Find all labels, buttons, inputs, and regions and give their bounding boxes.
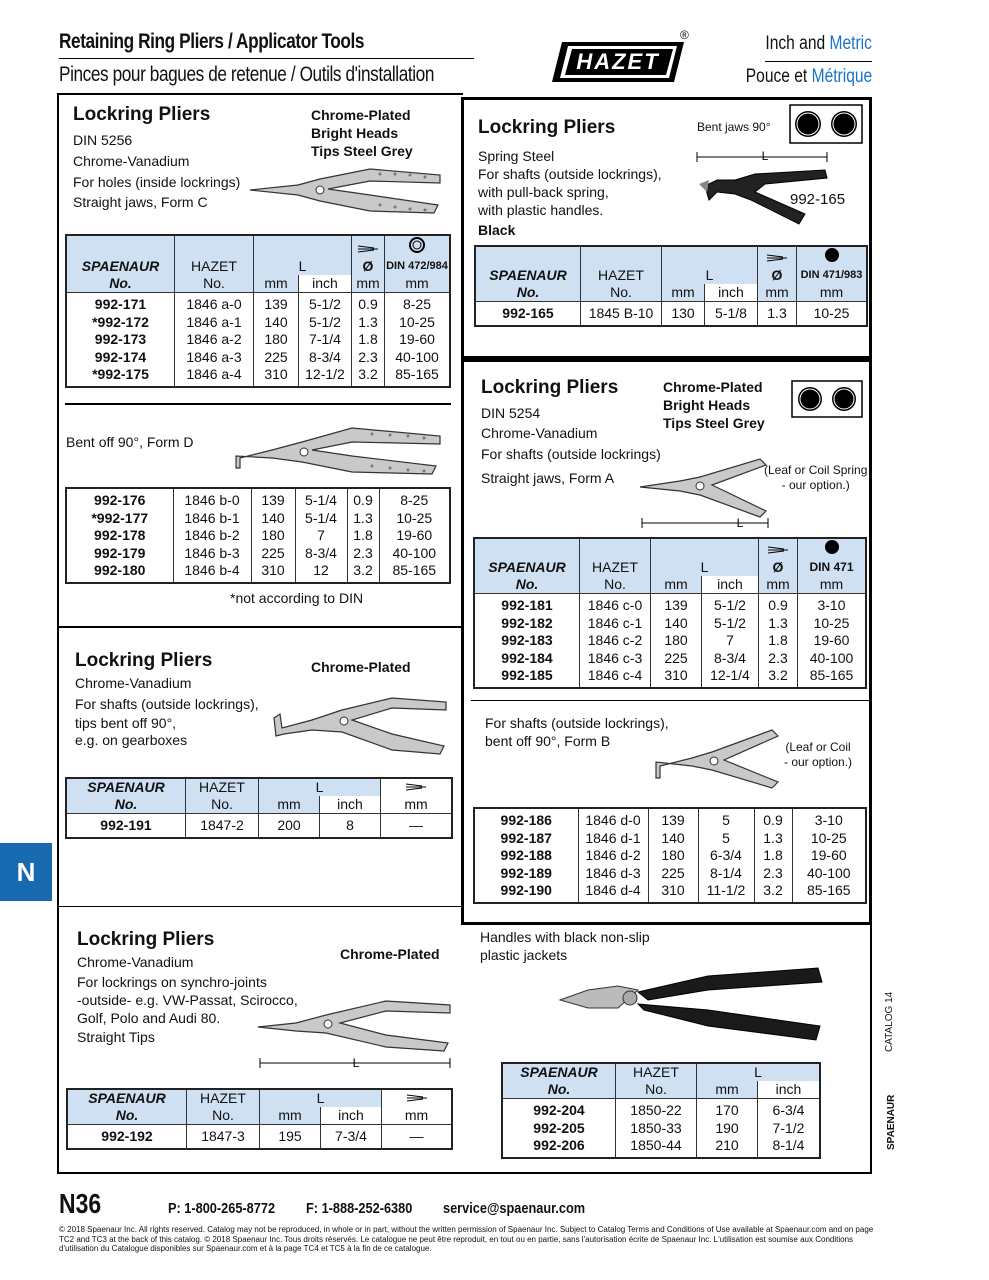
table-cell: 1.8 [352, 331, 385, 349]
table-cell: 1846 a-3 [175, 349, 254, 367]
table-cell: 1846 b-1 [173, 510, 251, 528]
page-title-en: Retaining Ring Pliers / Applicator Tools [59, 30, 365, 53]
panel-a-spec-2: Chrome-Vanadium [481, 425, 598, 441]
table-row [474, 865, 866, 883]
header-rule [59, 58, 474, 59]
pliers-form-d-image [232, 420, 444, 480]
table-cell: 310 [254, 366, 299, 387]
phone-number: P: 1-800-265-8772 [168, 1200, 276, 1217]
table-row [502, 1099, 820, 1120]
table-cell: 85-165 [792, 882, 866, 903]
table-cell: 1846 a-1 [175, 314, 254, 332]
email-link[interactable]: service@spaenaur.com [443, 1200, 586, 1217]
tip-diameter-icon [766, 545, 790, 555]
table-cell: 19-60 [385, 331, 451, 349]
table-cell: 992-181 [474, 594, 580, 615]
table-cell: 0.9 [347, 488, 379, 510]
table-cell: 992-173 [94, 331, 147, 347]
panel-191-finish: Chrome-Plated [311, 659, 411, 675]
panel-165-spec-3: with pull-back spring, [478, 184, 609, 200]
table-cell: 5-1/4 [295, 510, 347, 528]
table-cell: 139 [251, 488, 295, 510]
table-cell: 0.9 [352, 293, 385, 314]
table-992-204: SPAENAUR No. HAZET No. L mm inch 992-204 1850-22 170 6-3/4 992-205 1850-33 190 7-1/2 992-206 1850-44 210 8-1/4 [501, 1062, 821, 1159]
table-cell: 992-180 [94, 562, 146, 578]
fax-number: F: 1-888-252-6380 [306, 1200, 413, 1217]
units-label-en: Inch and Metric [765, 33, 872, 54]
table-row [474, 615, 866, 633]
col-din: DIN 472/984 [385, 235, 451, 275]
table-cell: 3.2 [352, 366, 385, 387]
form-b-spring-note: (Leaf or Coil - our option.) [784, 740, 853, 769]
table-cell: 8-3/4 [299, 349, 352, 367]
table-cell: 140 [254, 314, 299, 332]
panel-191-spec-1: Chrome-Vanadium [75, 675, 192, 691]
table-cell: 10-25 [798, 615, 867, 633]
table-cell: 170 [697, 1099, 758, 1120]
circlip-inside-icon [407, 236, 427, 254]
table-row [66, 331, 450, 349]
circlip-outside-icon [792, 381, 862, 417]
circlip-outside-icon [824, 247, 840, 263]
footnote: *not according to DIN [230, 590, 364, 606]
form-d-label: Bent off 90°, Form D [66, 434, 194, 450]
table-cell: 5-1/2 [299, 314, 352, 332]
table-row [474, 667, 866, 688]
table-row [66, 562, 450, 583]
table-cell: 992-179 [94, 544, 146, 561]
panel-191-title: Lockring Pliers [75, 650, 213, 671]
table-cell: 210 [697, 1137, 758, 1158]
tip-diameter-icon [356, 244, 380, 254]
table-cell: 19-60 [792, 847, 866, 865]
table-cell: *992-172 [92, 313, 149, 330]
panel-a-finish: Chrome-Plated Bright Heads Tips Steel Grey [663, 379, 765, 431]
col-dia: Ø [352, 235, 385, 275]
table-cell: 140 [251, 510, 295, 528]
panel-165-title: Lockring Pliers [478, 117, 616, 138]
table-cell: 139 [648, 808, 698, 830]
table-cell: 140 [648, 830, 698, 848]
table-cell: 1846 b-2 [173, 527, 251, 545]
table-cell: 8-3/4 [295, 545, 347, 563]
table-cell: 310 [648, 882, 698, 903]
page-number: N36 [59, 1188, 102, 1219]
table-cell: 1.3 [352, 314, 385, 332]
table-cell: 1846 b-0 [173, 488, 251, 510]
table-cell: 1846 b-3 [173, 545, 251, 563]
table-cell: 992-184 [501, 649, 553, 666]
panel-a-spec-1: DIN 5254 [481, 405, 541, 421]
tip-diameter-icon [405, 1093, 429, 1103]
catalog-label: CATALOG 14 [884, 991, 895, 1052]
table-row [66, 510, 450, 528]
table-cell: 225 [254, 349, 299, 367]
table-cell: 1.3 [758, 302, 797, 326]
table-cell: 1847-2 [186, 814, 259, 838]
table-cell: 1.8 [754, 847, 792, 865]
table-cell: 180 [651, 632, 702, 650]
table-row [474, 650, 866, 668]
table-cell: 2.3 [352, 349, 385, 367]
table-row [66, 488, 450, 510]
table-cell: 5-1/2 [702, 615, 759, 633]
spring-note: (Leaf or Coil Spring - our option.) [764, 463, 868, 492]
table-row [474, 632, 866, 650]
table-cell: 1.8 [347, 527, 379, 545]
table-cell: 1846 d-1 [578, 830, 648, 848]
table-cell: 1.3 [347, 510, 379, 528]
table-cell: — [381, 814, 453, 838]
table-cell: 1850-22 [616, 1099, 697, 1120]
table-cell: 225 [648, 865, 698, 883]
table-cell: 8-3/4 [702, 650, 759, 668]
panel-c-finish: Chrome-Plated Bright Heads Tips Steel Grey [311, 107, 413, 159]
combination-pliers-image [558, 960, 828, 1044]
table-cell: 310 [651, 667, 702, 688]
table-row [66, 314, 450, 332]
panel-165-color: Black [478, 222, 516, 238]
panel-191-spec-2: For shafts (outside lockrings), [75, 696, 259, 712]
table-cell: 7 [702, 632, 759, 650]
panel-191-spec-3: tips bent off 90°, [75, 715, 177, 731]
table-row [66, 366, 450, 387]
table-cell: 1846 d-3 [578, 865, 648, 883]
pliers-992-192-image [256, 993, 454, 1071]
table-cell: 130 [662, 302, 705, 326]
table-cell: 1845 B-10 [581, 302, 662, 326]
table-cell: 225 [651, 650, 702, 668]
table-cell: 19-60 [379, 527, 450, 545]
table-cell: 3.2 [759, 667, 798, 688]
logo-text: HAZET [576, 49, 660, 74]
table-cell: 1850-33 [616, 1120, 697, 1138]
table-cell: 40-100 [379, 545, 450, 563]
table-cell: 992-204 [502, 1099, 616, 1120]
panel-a-spec-4: Straight jaws, Form A [481, 470, 615, 486]
table-cell: 2.3 [754, 865, 792, 883]
table-cell: 992-186 [500, 812, 552, 828]
table-row [474, 847, 866, 865]
table-form-b [473, 807, 867, 904]
divider [57, 906, 463, 907]
col-L: L [254, 235, 352, 275]
section-tab[interactable]: N [0, 843, 52, 901]
table-cell: 7-1/4 [299, 331, 352, 349]
units-label-fr: Pouce et Métrique [745, 66, 872, 87]
table-cell: 85-165 [385, 366, 451, 387]
panel-192-title: Lockring Pliers [77, 929, 215, 950]
dim-L-label: L [736, 516, 744, 530]
divider [65, 403, 451, 405]
table-row [474, 808, 866, 830]
table-row [474, 830, 866, 848]
table-cell: 85-165 [379, 562, 450, 583]
table-cell: 310 [251, 562, 295, 583]
hazet-logo-graphic [552, 36, 684, 86]
table-row [66, 814, 452, 838]
tip-diameter-icon [765, 253, 789, 263]
table-cell: 180 [648, 847, 698, 865]
table-cell: *992-177 [91, 509, 149, 526]
pliers-form-b-image [652, 722, 780, 790]
brand-label: SPAENAUR [886, 1094, 897, 1150]
panel-192-spec-4: Golf, Polo and Audi 80. [77, 1010, 221, 1026]
copyright-notice: © 2018 Spaenaur Inc. All rights reserved. Catalog may not be reproduced, in whole or in part, without the written permission of Spaenaur Inc. Subject to Catalog Terms and Conditions of Use available at Spaenaur.com and on page TC2 and TC3 at the back of this catalog. © 2018 Spaenaur Inc. Tous droits réservés. Le catalogue ne peut être reproduit, en tout ou en partie, sans l'autorisation écrite de Spaenaur Inc. L'utilisation est soumise aux Conditions d'utilisation du Catalogue disponibles sur Spaenaur.com et à la page TC4 et TC5 à la fin de ce catalogue. [59, 1225, 874, 1253]
table-cell: 10-25 [792, 830, 866, 848]
table-cell: 5-1/2 [702, 594, 759, 615]
panel-192-spec-5: Straight Tips [77, 1029, 155, 1045]
col-spaenaur: SPAENAUR No. [66, 235, 175, 293]
table-cell: 992-188 [500, 847, 552, 863]
table-row [502, 1137, 820, 1158]
panel-c-spec-1: DIN 5256 [73, 132, 133, 148]
table-row [502, 1120, 820, 1138]
table-form-a: SPAENAUR No. HAZET No. L Ø DIN 471 mm inch mm mm 992-181 1846 c-0 139 5-1/2 0.9 3-10 992-182 1846 c-1 140 5-1/2 1.3 10-25 992-183 1846 c-2 180 7 1.8 19-60 992-184 1846 c-3 225 8-3/4 2.3 40-100 992-185 1846 c-4 310 12-1/4 3.2 85-165 [473, 537, 867, 689]
panel-165-spec-1: Spring Steel [478, 148, 555, 164]
table-cell: 11-1/2 [698, 882, 754, 903]
table-cell: 992-182 [501, 614, 553, 631]
table-cell: 5-1/8 [705, 302, 758, 326]
table-cell: 992-178 [94, 527, 146, 543]
table-cell: 2.3 [347, 545, 379, 563]
table-row [475, 302, 867, 326]
panel-192-finish: Chrome-Plated [340, 946, 440, 962]
table-cell: 1846 a-4 [175, 366, 254, 387]
table-cell: 992-176 [94, 492, 146, 508]
table-row [66, 293, 450, 314]
table-cell: 7-1/2 [758, 1120, 821, 1138]
table-cell: 2.3 [759, 650, 798, 668]
registered-mark: ® [680, 28, 689, 42]
table-form-c: SPAENAUR No. HAZET No. L Ø DIN 472/984 mm inch mm mm 992-171 1846 a-0 139 5-1/2 0.9 8-25 *992-172 1846 a-1 140 5-1/2 1.3 10-25 992-173 1846 a-2 180 7-1/4 1.8 19-60 992-174 1846 a-3 225 8-3/4 2.3 40-100 *992-175 1846 a-4 310 12-1/2 3.2 85-165 [65, 234, 451, 388]
table-cell: 225 [251, 545, 295, 563]
panel-c-spec-2: Chrome-Vanadium [73, 153, 190, 169]
dim-L-label: L [352, 1056, 360, 1070]
table-cell: 40-100 [792, 865, 866, 883]
pliers-form-a-image [640, 455, 770, 530]
table-cell: 992-191 [66, 814, 186, 838]
table-cell: 992-206 [533, 1137, 585, 1153]
table-cell: 139 [651, 594, 702, 615]
table-cell: 6-3/4 [698, 847, 754, 865]
form-b-label: For shafts (outside lockrings), bent off 90°, Form B [485, 715, 669, 749]
table-cell: 8-1/4 [758, 1137, 821, 1158]
table-cell: 0.9 [754, 808, 792, 830]
tip-diameter-icon [404, 782, 428, 792]
table-cell: 7 [295, 527, 347, 545]
panel-c-spec-4: Straight jaws, Form C [73, 194, 208, 210]
table-992-165: SPAENAUR No. HAZET No. L Ø DIN 471/983 mm inch mm mm 992-165 1845 B-10 130 5-1/8 1.3 10-25 [474, 245, 868, 327]
col-hazet: HAZET No. [175, 235, 254, 293]
panel-165-spec-4: with plastic handles. [478, 202, 604, 218]
table-992-191: SPAENAUR No. HAZET No. L mm inch mm 992-191 1847-2 200 8 — [65, 777, 453, 839]
bent-jaws-note: Bent jaws 90° [697, 120, 771, 134]
table-cell: 12-1/4 [702, 667, 759, 688]
table-cell: 10-25 [385, 314, 451, 332]
table-row [474, 594, 866, 615]
table-cell: 1846 a-2 [175, 331, 254, 349]
page-title-fr: Pinces pour bagues de retenue / Outils d'installation [59, 63, 434, 86]
table-cell: 12 [295, 562, 347, 583]
table-cell: 1846 a-0 [175, 293, 254, 314]
table-cell: 992-189 [500, 864, 552, 881]
table-cell: 8-1/4 [698, 865, 754, 883]
table-cell: 992-165 [475, 302, 581, 326]
table-row [67, 1125, 452, 1149]
table-992-192: SPAENAUR No. HAZET No. L mm inch mm 992-192 1847-3 195 7-3/4 — [66, 1088, 453, 1150]
table-cell: 992-187 [500, 829, 552, 846]
table-cell: 0.9 [759, 594, 798, 615]
table-cell: 992-185 [501, 667, 553, 683]
dim-L-label: L [761, 149, 769, 163]
table-row [66, 349, 450, 367]
circlip-outside-icon [824, 539, 840, 555]
table-cell: 10-25 [379, 510, 450, 528]
panel-192-spec-3: -outside- e.g. VW-Passat, Scirocco, [77, 992, 298, 1008]
table-cell: 992-171 [66, 293, 175, 314]
pliers-992-191-image [272, 690, 450, 760]
table-cell: 1850-44 [616, 1137, 697, 1158]
panel-c-spec-3: For holes (inside lockrings) [73, 174, 241, 190]
table-cell: 1846 c-3 [580, 650, 651, 668]
table-cell: 180 [254, 331, 299, 349]
table-cell: 10-25 [797, 302, 868, 326]
pliers-form-c-image [250, 165, 445, 220]
table-cell: 992-205 [533, 1119, 585, 1136]
panel-204-desc: Handles with black non-slip plastic jackets [480, 929, 650, 963]
panel-192-spec-1: Chrome-Vanadium [77, 954, 194, 970]
table-cell: 1846 c-4 [580, 667, 651, 688]
table-row [66, 545, 450, 563]
table-row [66, 527, 450, 545]
panel-191-spec-4: e.g. on gearboxes [75, 732, 188, 748]
table-form-d [65, 487, 451, 584]
table-cell: 5-1/4 [295, 488, 347, 510]
hazet-logo [552, 28, 689, 86]
table-cell: 992-190 [500, 882, 552, 898]
table-cell: 85-165 [798, 667, 867, 688]
divider [471, 700, 869, 701]
table-cell: 8 [320, 814, 381, 838]
table-cell: 8-25 [379, 488, 450, 510]
table-cell: 19-60 [798, 632, 867, 650]
table-cell: 40-100 [385, 349, 451, 367]
header-rule-right [765, 61, 872, 62]
table-cell: 992-174 [94, 348, 147, 365]
table-cell: 1846 c-1 [580, 615, 651, 633]
table-cell: 1846 b-4 [173, 562, 251, 583]
table-cell: 3-10 [792, 808, 866, 830]
table-cell: 1846 c-0 [580, 594, 651, 615]
table-cell: 992-192 [67, 1125, 187, 1149]
table-cell: 5 [698, 808, 754, 830]
table-cell: 140 [651, 615, 702, 633]
table-cell: 6-3/4 [758, 1099, 821, 1120]
table-cell: — [382, 1125, 453, 1149]
table-cell: 190 [697, 1120, 758, 1138]
table-cell: 1846 d-4 [578, 882, 648, 903]
table-cell: 992-183 [501, 632, 553, 648]
panel-c-title: Lockring Pliers [73, 104, 211, 125]
panel-a-spec-3: For shafts (outside lockrings) [481, 446, 661, 462]
table-cell: *992-175 [92, 366, 149, 382]
panel-192-spec-2: For lockrings on synchro-joints [77, 974, 267, 990]
table-cell: 8-25 [385, 293, 451, 314]
table-cell: 180 [251, 527, 295, 545]
table-cell: 7-3/4 [321, 1125, 382, 1149]
table-cell: 1.3 [759, 615, 798, 633]
table-cell: 5 [698, 830, 754, 848]
table-cell: 195 [260, 1125, 321, 1149]
model-label: 992-165 [790, 191, 846, 208]
table-cell: 1847-3 [187, 1125, 260, 1149]
circlip-outside-icon [790, 105, 862, 143]
table-cell: 200 [259, 814, 320, 838]
table-cell: 1846 c-2 [580, 632, 651, 650]
table-cell: 40-100 [798, 650, 867, 668]
table-cell: 1846 d-0 [578, 808, 648, 830]
table-cell: 12-1/2 [299, 366, 352, 387]
table-cell: 5-1/2 [299, 293, 352, 314]
table-cell: 139 [254, 293, 299, 314]
panel-165-spec-2: For shafts (outside lockrings), [478, 166, 662, 182]
table-cell: 1846 d-2 [578, 847, 648, 865]
table-cell: 3-10 [798, 594, 867, 615]
table-cell: 1.8 [759, 632, 798, 650]
panel-a-title: Lockring Pliers [481, 377, 619, 398]
table-row [474, 882, 866, 903]
table-cell: 3.2 [754, 882, 792, 903]
table-cell: 1.3 [754, 830, 792, 848]
table-cell: 3.2 [347, 562, 379, 583]
